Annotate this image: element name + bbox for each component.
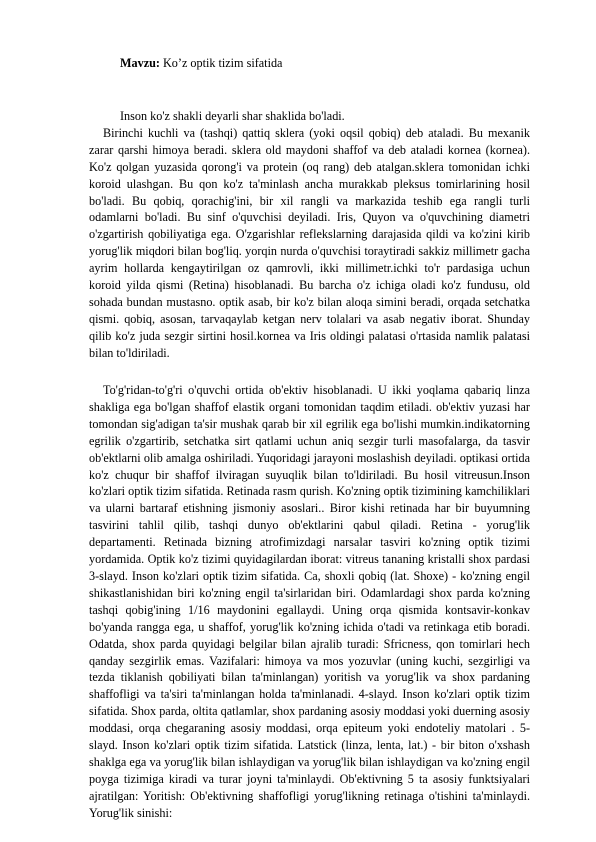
document-title [120,56,282,71]
intro-line: Inson ko'z shakli deyarli shar shaklida bo'ladi. [120,109,345,123]
paragraph-2: To'g'ridan-to'g'ri o'quvchi ortida ob'ektiv hisoblanadi. U ikki yoqlama qabariq linza shakliga ega bo'lgan shaffof elastik organi tomonidan taqdim etiladi. ob'ektiv yuzasi har tomondan sig'adigan ta'sir mushak qarab bir xil egrilik ega bo'lishi mumkin.indikatorning egrilik o'zgartirib, setchatka sirt qatlami uchun aniq sezgir turli masofalarga, da tasvir ob'ektlarni olib amalga oshiriladi. Yuqoridagi jarayoni moslashish deyiladi. optikasi ortida ko'z chuqur bir shaffof ilviragan suyuqlik bilan to'ldiriladi. Bu hosil vitreusun.Inson ko'zlari optik tizim sifatida. Retinada rasm qurish. Ko'zning optik tizimining kamchiliklari va ularni bartaraf etishning jismoniy asoslari.. Biror kishi retinada har bir buyumning tasvirini tahlil qilib, tashqi dunyo ob'ektlarini qabul qiladi. Retina - yorug'lik departamenti. Retinada bizning atrofimizdagi narsalar tasviri ko'zning optik tizimi yordamida. Optik ko'z tizimi quyidagilardan iborat: vitreus tananing kristalli shox pardasi 3-slayd. Inson ko'zlari optik tizim sifatida. Ca, shoxli qobiq (lat. Shoxe) - ko'zning engil shikastlanishidan biri ko'zning engil ta'sirlaridan biri. Odamlardagi shox parda ko'zning tashqi qobig'ining 1/16 maydonini egallaydi. Uning orqa qismida kontsavir-konkav bo'yanda rangga ega, u shaffof, yorug'lik ko'zning ichida o'tadi va retinkaga etib boradi. Odatda, shox parda quyidagi belgilar bilan ajralib turadi: Sfricness, qon tomirlari hech qanday sezgirlik emas. Vazifalari: himoya va mos yozuvlar (uning kuchi, sezgirligi va tezda tiklanish qobiliyati bilan ta'minlangan) yoritish va yorug'lik va shox pardaning shaffofligi va ta'siri ta'minlangan holda ta'minlanadi. 4-slayd. Inson ko'zlari optik tizim sifatida. Shox parda, oltita qatlamlar, shox pardaning asosiy moddasi yoki duerning asosiy moddasi, orqa chegaraning asosiy moddasi, orqa epiteum yoki endoteliy matolari . 5-slayd. Inson ko'zlari optik tizim sifatida. Latstick (linza, lenta, lat.) - bir biton o'xshash shaklga ega va yorug'lik bilan ishlaydigan va yorug'lik bilan ishlaydigan va ko'zning engil poyga tizimiga kiradi va turar joyni ta'minlaydi. Ob'ektivning 5 ta asosiy funktsiyalari ajratilgan: Yoritish: Ob'ektivning shaffofligi yorug'likning retinaga o'tishini ta'minlaydi. Yorug'lik sinishi: [89,383,530,820]
title-text: Ko’z optik tizim sifatida [159,56,283,70]
paragraph-1: Birinchi kuchli va (tashqi) qattiq sklera (yoki oqsil qobiq) deb ataladi. Bu mexanik zarar qarshi himoya beradi. sklera old maydoni shaffof va deb ataladi kornea (kornea). Ko'z qolgan yuzasida qorong'i va protein (oq rang) deb atalgan.sklera tomonidan ichki koroid ulashgan. Bu qon ko'z ta'minlash ancha murakkab pleksus tomirlarining hosil bo'ladi. Bu qobiq, qorachig'ini, bir xil rangli va markazida teshib ega rangli turli odamlarni bo'ladi. Bu sinf o'quvchisi deyiladi. Iris, Quyon va o'quvchining diametri o'zgartirish qobiliyatiga ega. O'zgarishlar reflekslarning darajasida qildi va ko'zini kirib yorug'lik miqdori bilan bog'liq. yorqin nurda o'quvchisi toraytiradi sakkiz millimetr gacha ayrim hollarda kengaytirilgan oz qamrovli, ikki millimetr.ichki to'r pardasiga uchun koroid yilda qismi (Retina) hisoblanadi. Bu barcha o'z ichiga oladi ko'z fundusu, old sohada bundan mustasno. optik asab, bir ko'z bilan aloqa simini beradi, orqada setchatka qismi. qobiq, asosan, tarvaqaylab ketgan nerv tolalari va asab negativ iborat. Shunday qilib ko'z juda sezgir sirtini hosil.kornea va Iris oldingi palatasi o'rtasida namlik palatasi bilan to'ldiriladi. [89,125,530,360]
title-label: Mavzu: [120,56,160,70]
